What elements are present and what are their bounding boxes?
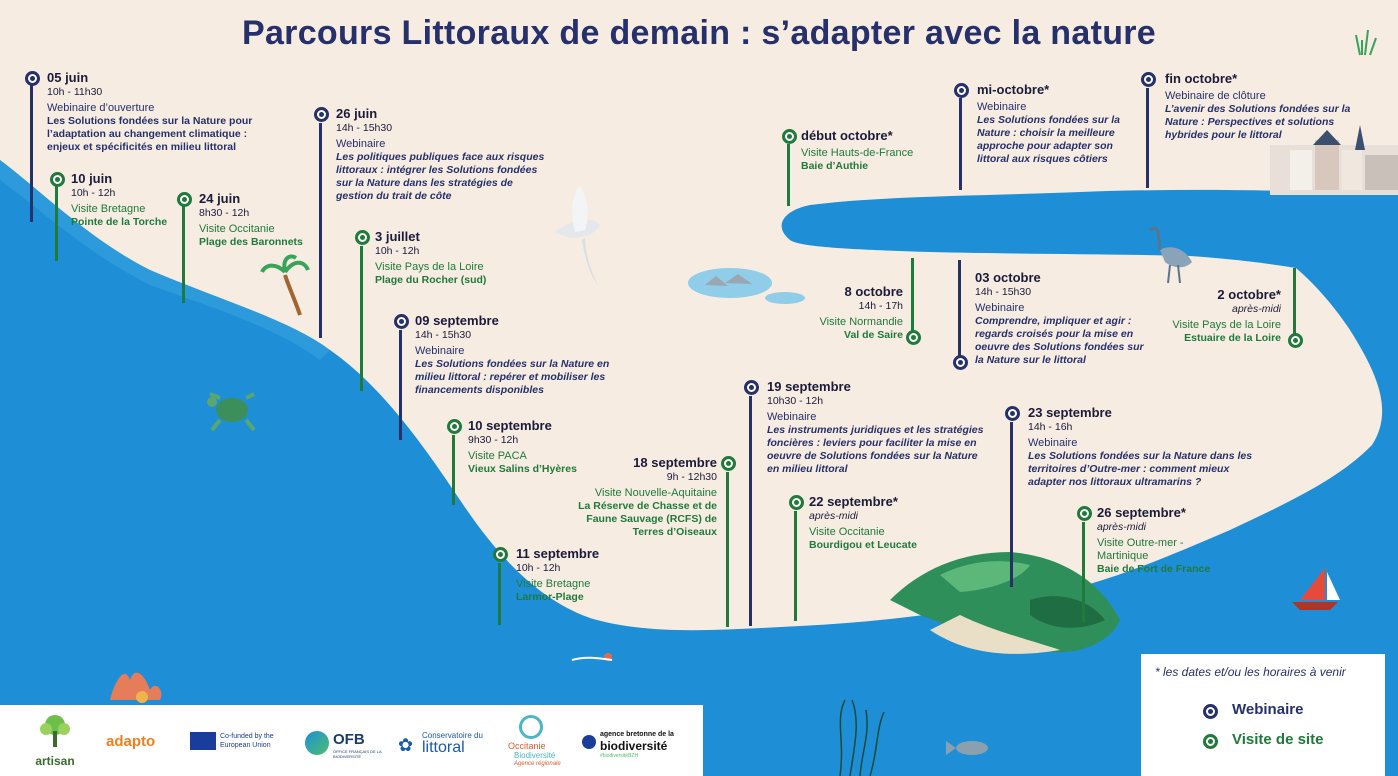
adapto-logo: adapto	[106, 733, 156, 750]
timeline-line	[1082, 522, 1085, 622]
event-date: 10 septembre	[468, 418, 552, 433]
webinaire-dot	[1141, 72, 1156, 87]
partner-logos	[0, 705, 703, 776]
event-10-juin[interactable]	[71, 171, 191, 229]
occitanie-logo: Occitanie	[508, 741, 546, 751]
event-subject: Val de Saire	[844, 329, 903, 341]
event-26-juin[interactable]	[336, 106, 551, 203]
timeline-line	[1146, 88, 1149, 188]
legend-webinaire: Webinaire	[1232, 701, 1304, 718]
abb-logo: biodiversité	[600, 739, 668, 753]
abb-icon	[582, 735, 596, 749]
legend	[1141, 654, 1385, 776]
event-subject: Plage du Rocher (sud)	[375, 274, 487, 286]
event-time: après-midi	[1097, 521, 1147, 533]
event-kind: Visite Bretagne	[516, 578, 591, 590]
legend-visite: Visite de site	[1232, 731, 1324, 748]
abb-tag: #biodiversitéBZH	[600, 753, 639, 759]
event-date: 24 juin	[199, 191, 241, 206]
eu-logo: Co-funded by the European Union	[220, 733, 274, 749]
event-date: 19 septembre	[767, 379, 851, 394]
event-kind: Webinaire de clôture	[1165, 90, 1266, 102]
event-date: 05 juin	[47, 70, 89, 85]
ofb-icon	[305, 731, 329, 755]
flower-icon: ✿	[398, 735, 414, 755]
webinaire-dot	[25, 71, 40, 86]
event-subject: La Réserve de Chasse et de Faune Sauvage (RCFS) de Terres d’Oiseaux	[578, 500, 717, 538]
event-kind: Visite PACA	[468, 450, 527, 462]
event-date: 26 juin	[336, 106, 378, 121]
event-date: mi-octobre*	[977, 82, 1050, 97]
event-kind: Visite Pays de la Loire	[375, 261, 484, 273]
event-fin-octobre[interactable]	[1165, 71, 1360, 142]
timeline-line	[399, 330, 402, 440]
occitanie-subtitle: Biodiversité	[514, 751, 556, 760]
event-05-juin[interactable]	[47, 70, 272, 154]
event-date: 18 septembre	[633, 455, 717, 470]
visite-dot	[50, 172, 65, 187]
occitanie-icon	[519, 715, 543, 739]
event-kind: Webinaire	[1028, 437, 1078, 449]
event-2-octobre[interactable]	[1140, 287, 1281, 345]
event-03-octobre[interactable]	[975, 270, 1150, 367]
event-time: 10h - 12h	[71, 187, 116, 199]
timeline-line	[726, 472, 729, 627]
ofb-logo: OFB	[333, 731, 365, 748]
event-time: après-midi	[1231, 303, 1281, 315]
timeline-line	[452, 435, 455, 505]
event-kind: Visite Nouvelle-Aquitaine	[594, 487, 717, 499]
artisan-logo: artisan	[30, 713, 80, 768]
event-time: 10h - 12h	[516, 562, 561, 574]
event-3-juillet[interactable]	[375, 229, 525, 287]
event-subject: Pointe de la Torche	[71, 216, 168, 228]
eu-flag-icon	[190, 732, 216, 750]
ofb-subtitle: OFFICE FRANÇAIS DE LA BIODIVERSITÉ	[333, 749, 382, 759]
legend-note: * les dates et/ou les horaires à venir	[1155, 665, 1346, 679]
event-subject: Les Solutions fondées sur la Nature dans les territoires d’Outre-mer : comment mieux adapter nos littoraux ultramarins ?	[1028, 450, 1253, 488]
event-date: 09 septembre	[415, 313, 499, 328]
timeline-line	[1293, 268, 1296, 334]
conservatoire-logo: littoral	[422, 739, 465, 756]
event-19-septembre[interactable]	[767, 379, 992, 476]
event-kind: Visite Hauts-de-France	[801, 147, 914, 159]
event-time: 14h - 15h30	[975, 286, 1032, 298]
event-time: 9h - 12h30	[666, 471, 717, 483]
timeline-line	[911, 258, 914, 334]
visite-dot	[1203, 734, 1218, 749]
abb-top: agence bretonne de la	[600, 731, 674, 738]
timeline-line	[749, 396, 752, 626]
event-date: 8 octobre	[844, 284, 903, 299]
webinaire-dot	[954, 83, 969, 98]
event-23-septembre[interactable]	[1028, 405, 1253, 489]
event-subject: Les instruments juridiques et les stratégies foncières : leviers pour faciliter la mise en oeuvre de Solutions fondées sur la Nature en milieu littoral	[767, 424, 984, 475]
visite-dot	[906, 330, 921, 345]
event-subject: Baie de Fort de France	[1097, 563, 1211, 575]
event-subject: Les politiques publiques face aux risques littoraux : intégrer les Solutions fondées sur la Nature dans les stratégies de gestion du trait de côte	[336, 151, 545, 202]
visite-dot	[789, 495, 804, 510]
event-date: 11 septembre	[516, 546, 600, 561]
event-time: 14h - 15h30	[415, 329, 472, 341]
event-date: 26 septembre*	[1097, 505, 1186, 520]
event-date: fin octobre*	[1165, 71, 1238, 86]
occitanie-subtitle-2: Agence régionale	[514, 761, 561, 767]
event-date: début octobre*	[801, 128, 893, 143]
webinaire-dot	[1203, 704, 1218, 719]
event-mi-octobre[interactable]	[977, 82, 1127, 166]
timeline-line	[959, 98, 962, 190]
visite-dot	[721, 456, 736, 471]
timeline-line	[182, 203, 185, 303]
event-kind: Visite Normandie	[819, 316, 903, 328]
event-kind: Visite Pays de la Loire	[1172, 319, 1281, 331]
timeline-line	[360, 246, 363, 391]
webinaire-dot	[1005, 406, 1020, 421]
event-kind: Webinaire	[336, 138, 386, 150]
visite-dot	[177, 192, 192, 207]
event-8-octobre[interactable]	[780, 284, 903, 342]
visite-dot	[1288, 333, 1303, 348]
event-debut-octobre[interactable]	[801, 128, 936, 173]
event-subject: Comprendre, impliquer et agir : regards croisés pour la mise en oeuvre des Solutions fondées sur la Nature sur le littoral	[975, 315, 1144, 366]
event-subject: Vieux Salins d’Hyères	[468, 463, 577, 475]
event-kind: Visite Bretagne	[71, 203, 146, 215]
event-kind: Webinaire	[767, 411, 817, 423]
conservatoire-top: Conservatoire du	[422, 731, 483, 740]
webinaire-dot	[314, 107, 329, 122]
page-title: Parcours Littoraux de demain : s’adapter avec la nature	[241, 14, 1157, 52]
event-subject: Larmor-Plage	[516, 591, 584, 603]
timeline-line	[319, 123, 322, 338]
event-26-septembre[interactable]	[1097, 505, 1237, 576]
event-time: 9h30 - 12h	[468, 434, 519, 446]
timeline-line	[958, 260, 961, 360]
event-date: 03 octobre	[975, 270, 1041, 285]
event-kind: Visite Occitanie	[809, 526, 885, 538]
event-date: 22 septembre*	[809, 494, 898, 509]
timeline-line	[55, 183, 58, 261]
event-time: 14h - 17h	[858, 300, 903, 312]
visite-dot	[447, 419, 462, 434]
event-24-juin[interactable]	[199, 191, 319, 249]
event-time: 10h - 12h	[375, 245, 420, 257]
event-date: 2 octobre*	[1217, 287, 1281, 302]
event-time: 10h30 - 12h	[767, 395, 824, 407]
timeline-line	[498, 563, 501, 625]
event-subject: Bourdigou et Leucate	[809, 539, 917, 551]
timeline-line	[1010, 422, 1013, 587]
event-11-septembre[interactable]	[516, 546, 626, 604]
timeline-line	[794, 511, 797, 621]
event-time: 8h30 - 12h	[199, 207, 250, 219]
event-subject: Les Solutions fondées sur la Nature : choisir la meilleure approche pour adapter son littoral aux risques côtiers	[977, 114, 1120, 165]
event-subject: L’avenir des Solutions fondées sur la Nature : Perspectives et solutions hybrides pour le littoral	[1165, 103, 1351, 141]
event-time: 14h - 15h30	[336, 122, 393, 134]
visite-dot	[355, 230, 370, 245]
event-date: 23 septembre	[1028, 405, 1112, 420]
timeline-line	[30, 82, 33, 222]
event-time: 14h - 16h	[1028, 421, 1073, 433]
event-18-septembre[interactable]	[555, 455, 717, 539]
visite-dot	[1077, 506, 1092, 521]
event-date: 3 juillet	[375, 229, 420, 244]
event-subject: Les Solutions fondées sur la Nature pour l’adaptation au changement climatique : enjeux et spécificités en milieu littoral	[47, 115, 253, 153]
event-22-septembre[interactable]	[809, 494, 919, 552]
event-kind: Visite Occitanie	[199, 223, 275, 235]
webinaire-dot	[394, 314, 409, 329]
webinaire-dot	[953, 355, 968, 370]
event-subject: Baie d’Authie	[801, 160, 869, 172]
event-date: 10 juin	[71, 171, 113, 186]
visite-dot	[782, 129, 797, 144]
event-kind: Webinaire d’ouverture	[47, 102, 155, 114]
webinaire-dot	[744, 380, 759, 395]
event-09-septembre[interactable]	[415, 313, 625, 397]
tree-icon	[35, 713, 75, 749]
event-kind: Visite Outre-mer - Martinique	[1097, 537, 1184, 562]
event-time: 10h - 11h30	[47, 86, 103, 98]
timeline-line	[787, 144, 790, 206]
event-kind: Webinaire	[975, 302, 1025, 314]
event-subject: Les Solutions fondées sur la Nature en milieu littoral : repérer et mobiliser les financements disponibles	[415, 358, 610, 396]
event-time: après-midi	[809, 510, 859, 522]
event-subject: Estuaire de la Loire	[1184, 332, 1281, 344]
event-kind: Webinaire	[977, 101, 1027, 113]
event-kind: Webinaire	[415, 345, 465, 357]
visite-dot	[493, 547, 508, 562]
event-subject: Plage des Baronnets	[199, 236, 303, 248]
